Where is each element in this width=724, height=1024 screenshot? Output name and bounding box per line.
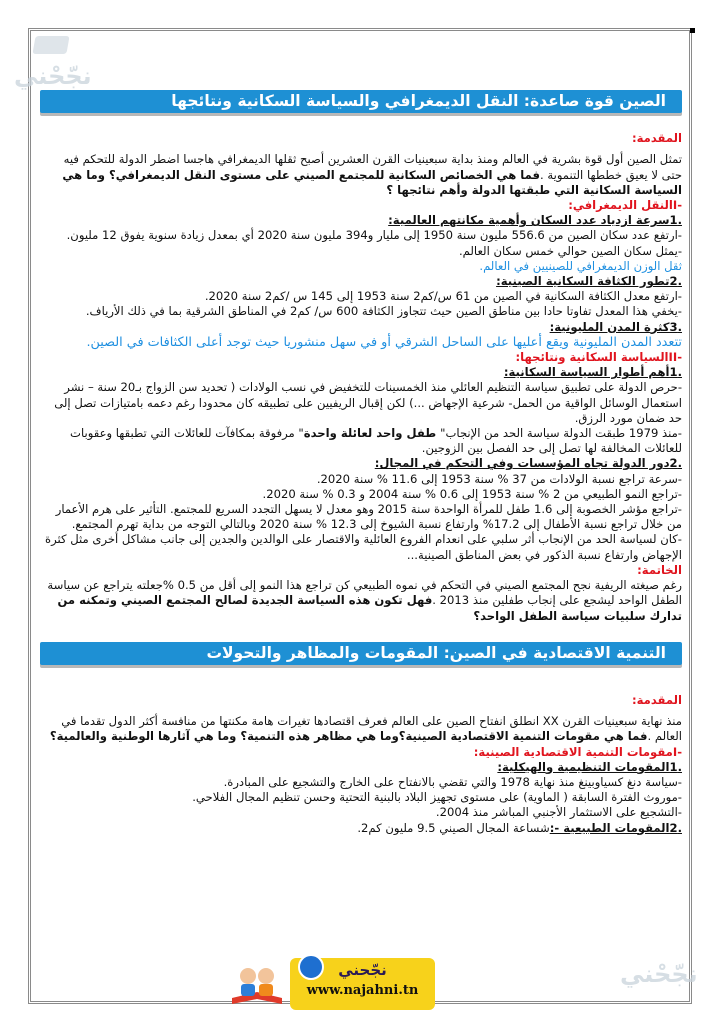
section2-intro-heading: المقدمة: (632, 692, 682, 707)
section2-p1-1a: -سياسة دنغ كسياوبينغ منذ نهاية 1978 والتي تقضي بالانفتاح على الخارج والتشجيع على المبادرة. (223, 774, 682, 789)
section1-intro-question: فما هي الخصائص السكانية للمجتمع الصيني على مستوى النقل الديمغرافي؟ وما هي السياسة السكانية التي طبقتها الدولة وأهم نتائجها ؟ (62, 167, 682, 197)
section1-p2-1b-post: " مرفوقة بمكافآت للعائلات التي تطبقها وعقوبات للعائلات المخالفة لها تصل إلى حد الفصل بين الزوجين. (70, 426, 682, 456)
section1-p1-1b: -يمثل سكان الصين حوالي خمس سكان العالم. (459, 243, 682, 258)
section2-h1-1: .1المقومات التنظيمية والهيكلية: (497, 759, 682, 774)
section1-conclusion-text: رغم صيغته الريفية نجح المجتمع الصيني في التحكم في نموه الطبيعي كن تراجع هذا النمو إلى أقل من 0.5 %جعلته يتراجع عن سياسة الطفل الواحد ليشجع على إنجاب طفلين منذ 2013 . (47, 578, 682, 608)
section1-p1-2a: -ارتفع معدل الكثافة السكانية في الصين من 61 س/كم2 سنة 1953 إلى 145 س /كم2 سنة 2020. (204, 289, 682, 304)
section2-p1-2 (40, 821, 682, 836)
section2-intro-question: فما هي مقومات التنمية الاقتصادية الصينية؟وما هي مظاهر هذه التنمية؟ وما هي آثارها الوطنية والعالمية؟ (49, 729, 648, 744)
section2-h1-2: .2المقومات الطبيعية -: (549, 820, 682, 835)
section1-intro-text: تمثل الصين أول قوة بشرية في العالم ومنذ بداية سبعينيات القرن العشرين أصبح ثقلها الديمغرافي هاجسا اضطر الدولة للتحكم فيه حتى لا يعيق خططها التنموية . (63, 152, 682, 182)
section2-part1-heading: -Iمقومات التنمية الاقتصادية الصينية: (473, 744, 682, 759)
section1-h1-3: .3كثرة المدن المليونية: (549, 319, 682, 334)
section1-blue-note-1: ثقل الوزن الديمغرافي للصينيين في العالم. (479, 258, 682, 273)
section1-h1-1: .1سرعة ازدياد عدد السكان وأهمية مكانتهم العالمية: (388, 213, 682, 228)
graduation-cap-icon (32, 36, 69, 54)
section1-part1-heading: -Iالنقل الديمغرافي: (568, 198, 682, 213)
children-reading-illustration (228, 958, 286, 1006)
section2-p1-2-text: شساعة المجال الصيني 9.5 مليون كم2. (357, 820, 550, 835)
section2-title: التنمية الاقتصادية في الصين: المقومات والمظاهر والتحولات (40, 642, 682, 665)
section2-p1-1c: -التشجيع على الاستثمار الأجنبي المباشر منذ 2004. (435, 805, 682, 820)
section1-p2-2b: -تراجع النمو الطبيعي من 2 % سنة 1953 إلى 0.6 % سنة 2004 و 0.3 % سنة 2020. (262, 486, 682, 501)
section2-p1-1b: -موروث الفترة السابقة ( الماوية) على مستوى تجهيز البلاد بالبنية التحتية وحسن تنظيم المجال الفلاحي. (192, 790, 682, 805)
section1-h1-2: .2تطور الكثافة السكانية الصينية: (496, 274, 682, 289)
section1-intro-heading: المقدمة: (632, 131, 682, 146)
section1-p2-1a: -حرص الدولة على تطبيق سياسة التنظيم العائلي منذ الخمسينات للتخفيض في نسب الولادات ( تحديد سن الزواج بـ20 سنة – نشر استعمال الوسائل الواقية من الحمل- شرعية الإجهاض ...) لكن إقبال الريفيين على تطبيقه كان محدودا رغم دعمه بامتيازات تصل إلى حد ضمان مورد الرزق. (54, 380, 682, 425)
section1-p1-1a: -ارتفع عدد سكان الصين من 556.6 مليون سنة 1950 إلى مليار و394 مليون سنة 2020 أي بمعدل زيادة سنوية يفوق 12 مليون. (66, 228, 682, 243)
section1-conclusion-heading: الخاتمة: (637, 562, 682, 577)
footer-url[interactable]: www.najahni.tn (306, 983, 419, 998)
section1-conclusion-question: فهل تكون هذه السياسة الجديدة لصالح المجتمع الصيني وتمكنه من تدارك سلبيات سياسة الطفل الواحد؟ (57, 593, 682, 623)
section1-p2-1b (40, 426, 682, 456)
document-body (40, 86, 682, 836)
section1-p2-1b-bold: طفل واحد لعائلة واحدة (303, 426, 441, 441)
section2-intro-text: منذ نهاية سبعينيات القرن XX انطلق انفتاح الصين على العالم فعرف اقتصادها تغيرات هامة مكنتها من منافسة أكثر الدول تقدما في العالم . (61, 714, 682, 744)
section1-h2-2: .2دور الدولة تجاه المؤسسات وفي التحكم في المجال: (374, 456, 682, 471)
section1-p2-2d: -كان لسياسة الحد من الإنجاب أثر سلبي على انعدام الفروع العائلية والاقتصار على الوالدين والجدين إلى جانب مشاكل أخرى مثل كثرة الإجهاض وارتفاع نسبة الذكور في بعض المناطق الصينية... (45, 532, 682, 562)
section1-part2-heading: -IIالسياسة السكانية ونتائجها: (515, 350, 682, 365)
section1-p2-2c: -تراجع مؤشر الخصوبة إلى 1.6 طفل للمرأة الواحدة سنة 2015 وهو معدل لا يسهل التجدد السريع للمجتمع. التأثير على هرم الأعمار من خلال تراجع نسبة الأطفال إلى 17.2% وارتفاع نسبة الشيوخ إلى 12.3 % سنة 2020 وبالتالي التوجه من بداية تهرم المجتمع. (55, 502, 682, 532)
logo-badge-icon (298, 954, 324, 980)
section1-p1-2b: -يخفي هذا المعدل تفاوتا حادا بين مناطق الصين حيث تتجاوز الكثافة 600 س/ كم2 في المناطق الشرقية بما في ذلك الأرياف. (85, 304, 682, 319)
section1-intro-paragraph (40, 152, 682, 198)
footer-brand: نجّحني (338, 961, 387, 979)
section1-conclusion-paragraph (40, 578, 682, 624)
corner-dot (690, 28, 695, 33)
watermark-text-top: نجّحْني (14, 62, 92, 90)
section1-h2-1: .1أهم أطوار السياسة السكانية: (503, 365, 682, 380)
watermark-text-bottom: نجّحْني (620, 960, 698, 988)
section2-intro-paragraph (40, 714, 682, 744)
section1-title: الصين قوة صاعدة: النقل الديمغرافي والسياسة السكانية ونتائجها (40, 90, 682, 113)
footer-logo[interactable] (290, 958, 435, 1010)
section1-p2-1b-pre: -منذ 1979 طبقت الدولة سياسة الحد من الإنجاب" (440, 426, 682, 441)
section1-blue-note-2: تتعدد المدن المليونية ويقع أعليها على الساحل الشرقي أو في سهل منشوريا حيث توجد أعلى الكثافات في الصين. (86, 334, 682, 350)
section1-p2-2a: -سرعة تراجع نسبة الولادات من 37 % سنة 1953 إلى 11.6 % سنة 2020. (316, 471, 682, 486)
